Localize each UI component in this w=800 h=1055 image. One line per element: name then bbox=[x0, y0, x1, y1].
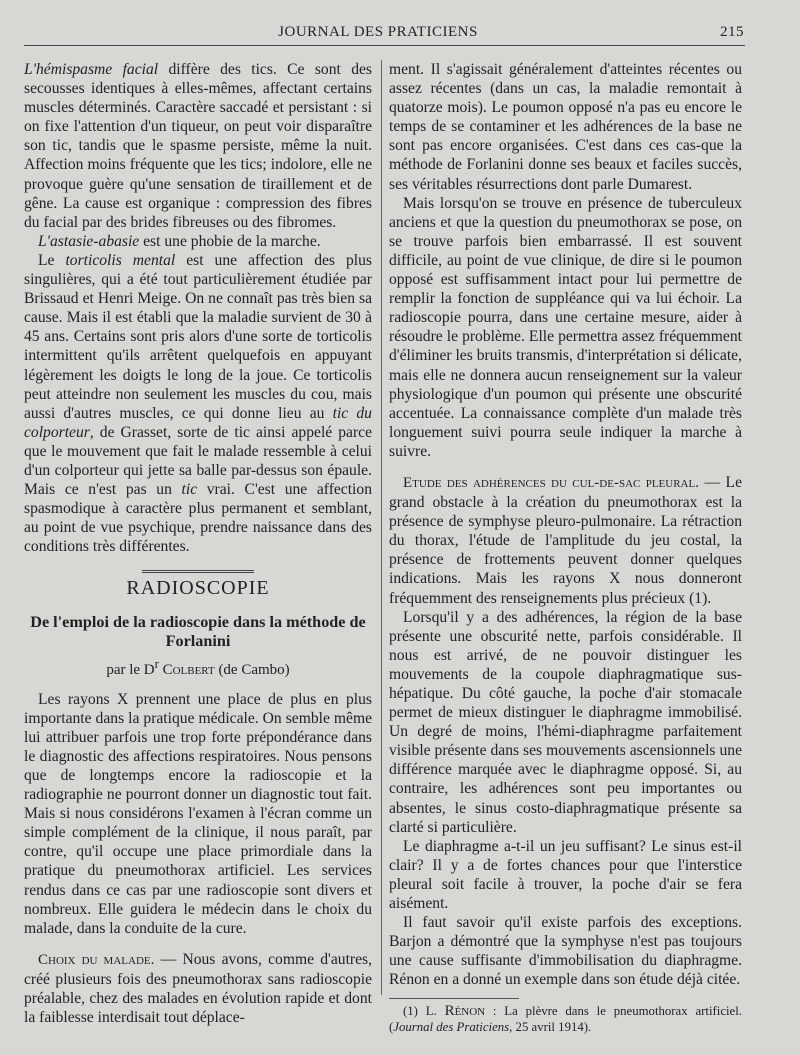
subhead-choix-malade: Choix du malade. bbox=[38, 951, 155, 968]
term-tic: tic bbox=[181, 481, 198, 499]
page-number: 215 bbox=[720, 24, 744, 40]
section-rule bbox=[142, 570, 254, 573]
journal-title: JOURNAL DES PRATICIENS bbox=[278, 24, 478, 40]
term-tic-colporteur: tic du colporteur bbox=[24, 404, 372, 441]
paragraph-choix-malade: Choix du malade. — Nous avons, comme d'autres, créé plusieurs fois des pneumothorax sans radioscopie préalable, chez des malades en évolution rapide et dont la faiblesse interdisait tout déplace- bbox=[24, 950, 372, 1027]
term-astasie: L'astasie-abasie bbox=[38, 232, 140, 250]
section-title: RADIOSCOPIE bbox=[126, 577, 270, 600]
paragraph-astasie: L'astasie-abasie est une phobie de la marche. bbox=[38, 232, 321, 250]
paragraph-intro: Les rayons X prennent une place de plus en plus importante dans la pratique médicale. On semble même lui attribuer parfois une trop forte prépondérance dans le diagnostic des affections respiratoires. Nous pensons que de longtemps encore la radioscopie et la radiographie ne pourront donner un diagnostic tout fait. Mais si nous considérons l'examen à l'écran comme un simple complément de la clinique, il nous paraît, par contre, qu'il occupe une place primordiale dans la pratique du pneumothorax artificiel. Les services rendus dans ce cas par une radioscopie sont divers et nombreux. Elle guidera le médecin dans le choix du malade, dans la conduite de la cure. bbox=[24, 690, 372, 937]
footnote-journal: Journal des Praticiens bbox=[393, 1019, 510, 1034]
author-name: Colbert bbox=[162, 661, 215, 678]
footnote-rule bbox=[389, 998, 519, 999]
paragraph-torticolis: Le torticolis mental est une affection des plus singulières, qui a été tout particulièrement étudiée par Brissaud et Henri Meige. On ne connaît pas très bien sa cause. Mais il est établi que la maladie survient de 30 à 45 ans. Certains sont pris alors d'une sorte de torticolis intermittent qu'ils arrêtent quelquefois en appuyant légèrement les doigts le long de la joue. Ce torticolis peut atteindre non seulement les muscles du cou, mais aussi d'autres muscles, ce qui donne lieu au tic du colporteur, de Grasset, sorte de tic ainsi appelé parce que le mouvement que fait le malade ressemble à celui d'un colporteur qui jette sa balle par-dessus son épaule. Mais ce n'est pas un tic vrai. C'est une affection spasmodique à caractère plus permanent et semblant, au point de vue psychique, prendre naissance dans des conditions très différentes. bbox=[24, 251, 372, 556]
paragraph-continuation: ment. Il s'agissait généralement d'atteintes récentes ou assez récentes (dans un cas, la maladie remontait à quatorze mois). Le poumon opposé n'a pas eu encore le temps de se contaminer et les adhérences de la base ne sont pas encore organisées. C'est dans ces cas-que la méthode de Forlanini donne ses beaux et faciles succès, ses véritables résurrections dont parle Dumarest. bbox=[389, 61, 742, 193]
footnote-author: Rénon bbox=[444, 1002, 486, 1019]
paragraph-obscurite: Lorsqu'il y a des adhérences, la région de la base présente une obscurité nette, parfois considérable. Il nous est arrivé, de ne pouvoir distinguer les mouvements de la coupole diaphragmatique sus-hépatique. Du côté gauche, la poche d'air stomacale permet de mieux distinguer le diaphragme immobilisé. Un degré de moins, l'hémi-diaphragme parfaitement visible présente dans ses mouvements ascensionnels une différence marquée avec le diaphragme opposé. Si, au contraire, les adhérences sont peu importantes ou absentes, le sinus costo-diaphragmatique présente sa clarté si particulière. bbox=[389, 608, 742, 836]
paragraph-adherences: Etude des adhérences du cul-de-sac pleural. — Le grand obstacle à la création du pneumothorax est la présence de symphyse pleuro-pulmonaire. La rétraction du thorax, l'étude de l'amplitude du jeu costal, la présence de frottements peuvent donner quelques indications. Mais les rayons X nous donneront fréquemment des renseignements plus précieux (1). bbox=[389, 473, 742, 607]
term-hemispasme: L'hémispasme facial bbox=[24, 61, 159, 78]
paragraph-exceptions: Il faut savoir qu'il existe parfois des exceptions. Barjon a démontré que la symphyse n'est pas toujours une cause suffisante d'immobilisation du diaphragme. Rénon en a donné un exemple dans son étude déjà citée. bbox=[389, 914, 742, 989]
header-rule bbox=[24, 45, 745, 46]
left-column bbox=[24, 60, 372, 1027]
article-title: De l'emploi de la radioscopie dans la méthode de Forlanini bbox=[30, 612, 366, 650]
page-header bbox=[24, 22, 744, 44]
paragraph-hemispasme: L'hémispasme facial diffère des tics. Ce sont des secousses identiques à elles-mêmes, affectant certains muscles déterminés. Caractère saccadé et persistant : si on fixe l'attention d'un tiqueur, on peut voir disparaître son tic, tandis que le spasme persiste, même la nuit. Affection moins fréquente que les tics; indolore, elle ne provoque guère qu'une sensation de tiraillement et de gêne. La cause est organique : compression des fibres du facial par des brides fibreuses ou des fibromes. bbox=[24, 61, 372, 231]
paragraph-tuberculeux: Mais lorsqu'on se trouve en présence de tuberculeux anciens et que la question du pneumothorax se pose, on se trouve parfois bien embarrassé. Il est souvent difficile, au point de vue clinique, de dire si le poumon opposé est suffisamment intact pour lui permettre de remplir la fonction de suppléance qui va lui échoir. La radioscopie pourra, dans une certaine mesure, aider à résoudre le problème. Elle permettra assez fréquemment d'éliminer les bruits transmis, d'interprétation si délicate, mais elle ne donnera aucun renseignement sur la valeur physiologique d'un poumon qui présente une obscurité accentuée. La connaissance complète d'un malade très longuement suivi pourra seule indiquer la marche à suivre. bbox=[389, 194, 742, 460]
subhead-adherences: Etude des adhérences du cul-de-sac pleural. bbox=[403, 474, 699, 491]
column-divider bbox=[381, 60, 382, 995]
paragraph-diaphragme: Le diaphragme a-t-il un jeu suffisant? Le sinus est-il clair? Il y a de fortes chances pour que l'interstice pleural soit facile à trouver, la poche d'air se fera aisément. bbox=[389, 837, 742, 913]
term-torticolis: torticolis mental bbox=[65, 251, 176, 269]
right-column bbox=[389, 60, 742, 1035]
footnote: (1) L. Rénon : La plèvre dans le pneumothorax artificiel. (Journal des Praticiens, 25 avril 1914). bbox=[389, 1002, 742, 1034]
article-byline: par le $D^r$ Colbert (de Cambo) bbox=[106, 656, 290, 678]
